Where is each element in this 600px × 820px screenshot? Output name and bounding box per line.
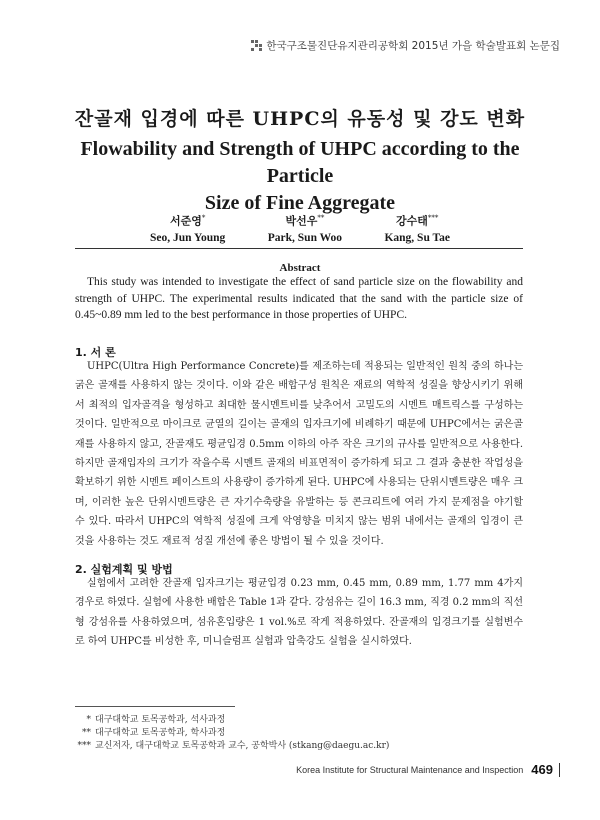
footnote-3-mark: *** [77,741,91,751]
author-2-mark: ** [317,214,325,222]
running-header [251,38,560,53]
footnote-2-text: 대구대학교 토목공학과, 학사과정 [95,728,226,738]
author-2-name-en: Park, Sun Woo [267,231,343,244]
author-3-name-en: Kang, Su Tae [384,231,450,244]
author-3-name-ko: 강수태 [396,214,428,228]
title-english-line1: Flowability and Strength of UHPC according to the Particle [80,138,520,187]
footnote-3 [75,738,389,751]
author-1-name-ko: 서준영 [169,214,202,228]
footnote-1-mark: * [86,715,91,725]
author-1-mark: * [201,214,206,222]
footnote-1-text: 대구대학교 토목공학과, 석사과정 [95,715,226,725]
footnote-2-mark: ** [82,728,91,738]
running-header-text: 한국구조물진단유지관리공학회 2015년 가을 학술발표회 논문집 [266,40,560,52]
footnote-divider [75,706,235,707]
author-2-name-ko: 박선우 [285,214,318,228]
title-korean: 잔골재 입경에 따른 UHPC의 유동성 및 강도 변화 [74,108,526,130]
author-3-mark: *** [427,214,439,222]
section-2-heading: 2. 실험계획 및 방법 [75,563,173,576]
title-english-line2: Size of Fine Aggregate [204,192,396,214]
title-english [60,136,540,217]
author-3 [384,210,450,246]
section-2-text: 실험에서 고려한 잔골재 입자크기는 평균입경 0.23 mm, 0.45 mm, 0.89 mm, 1.77 mm 4가지 경우로 하였다. 실험에 사용한 배합은 Table 1과 같다. 강섬유는 길이 16.3 mm, 직경 0.2 mm의 직선형 강섬유를 사용하였으며, 섬유혼입량은 1 vol.%로 작게 적용하였다. 잔골재의 입경크기를 실험변수로 하여 UHPC를 비성한 후, 미니슬럼프 실험과 압축강도 실험을 실시하였다. [75,578,523,648]
author-list [150,210,450,246]
page-footer [296,762,560,777]
section-1-heading: 1. 서 론 [75,346,116,359]
author-2 [268,210,342,246]
author-1 [150,210,225,246]
footnote-2 [75,725,225,738]
abstract-heading: Abstract [279,262,321,274]
abstract-text: This study was intended to investigate the effect of sand particle size on the flowability and strength of UHPC. The experimental results indicated that the sand with the particle size of 0.45~0.89 mm led to the best performance in those properties of UHPC. [75,276,523,321]
footer-bar [559,763,560,777]
footer-text: Korea Institute for Structural Maintenance and Inspection [296,764,524,775]
title-divider [75,248,523,249]
author-1-name-en: Seo, Jun Young [150,231,226,244]
page-number: 469 [531,762,553,777]
section-1-text: UHPC(Ultra High Performance Concrete)를 제조하는데 적용되는 일반적인 원칙 중의 하나는 굵은 골재를 사용하지 않는 것이다. 이와 같은 배합구성 원칙은 재료의 역학적 성질을 향상시키기 위해서 최적의 입자골격을 형성하고 최대한 물시멘트비를 낮추어서 고밀도의 시멘트 매트릭스를 구성하는 것이다. 일반적으로 마이크로 균열의 길이는 골재의 입자크기에 비례하기 때문에 UHPC에서는 굵은골재를 사용하지 않고, 잔골재도 평균입경 0.5mm 이하의 아주 작은 크기의 규사를 일반적으로 사용한다. 하지만 골재입자의 크기가 작을수록 시멘트 골재의 비표면적이 증가하게 되고 그 결과 충분한 작업성을 확보하기 위한 시멘트 페이스트의 사용량이 증가하게 된다. UHPC에 사용되는 단위시멘트량은 매우 크며, 이러한 높은 단위시멘트량은 큰 자기수축량을 유발하는 등 콘크리트에 여러 가지 문제점을 야기할 수 있다. 따라서 UHPC의 역학적 성질에 크게 악영향을 미치지 않는 범위 내에서는 골재의 입경이 큰 것을 사용하는 것도 재료적 성질 개선에 좋은 방법이 될 수 있을 것이다. [75,361,523,547]
footnote-1 [75,712,225,725]
grid-dots-icon [251,40,262,51]
footnote-3-text: 교신저자, 대구대학교 토목공학과 교수, 공학박사 (stkang@daegu.ac.kr) [95,741,390,751]
